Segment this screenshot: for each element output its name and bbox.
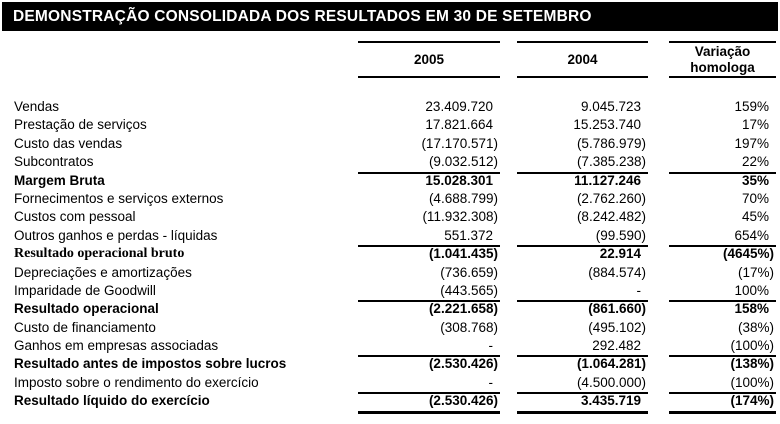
value-2004: (1.064.281)	[576, 356, 646, 372]
column-header-2005	[358, 41, 500, 78]
value-variation: 70%	[741, 190, 769, 206]
value-variation: 35%	[741, 172, 769, 188]
table-row	[0, 337, 780, 355]
column-gap	[648, 374, 669, 394]
column-gap	[500, 264, 517, 282]
column-gap	[500, 245, 517, 263]
value-2004: (861.660)	[588, 301, 646, 317]
value-2005: (2.530.426)	[428, 356, 498, 372]
table-row	[0, 319, 780, 337]
value-2004: (8.242.482)	[576, 209, 646, 225]
value-2005: 17.821.664	[425, 117, 493, 133]
value-2004: 9.045.723	[580, 99, 641, 114]
value-2005: -	[358, 374, 500, 394]
value-2005: 15.028.301	[425, 172, 493, 188]
table-body	[0, 98, 780, 411]
column-gap	[500, 374, 517, 394]
column-gap	[500, 135, 517, 153]
row-label: Subcontratos	[14, 154, 94, 170]
column-gap	[500, 153, 517, 173]
value-variation: (174%)	[669, 392, 776, 413]
value-variation: 100%	[669, 282, 776, 302]
value-2004: (495.102)	[588, 319, 646, 335]
value-variation: (38%)	[737, 319, 774, 335]
column-gap	[500, 172, 517, 190]
row-label: Vendas	[14, 99, 60, 114]
column-gap	[648, 153, 669, 173]
column-gap	[648, 392, 669, 413]
value-variation: 654%	[669, 227, 776, 247]
column-gap	[500, 98, 517, 116]
column-header-2004	[517, 41, 648, 78]
value-variation: 197%	[734, 135, 769, 151]
value-2004: 22.914	[599, 246, 641, 262]
value-2005: (2.221.658)	[428, 301, 498, 317]
value-2004: (884.574)	[588, 264, 646, 280]
row-label: Prestação de serviços	[14, 117, 147, 133]
row-label: Imparidade de Goodwill	[14, 282, 156, 298]
column-gap	[500, 282, 517, 302]
column-header-2004-label: 2004	[567, 52, 598, 67]
column-gap	[500, 337, 517, 357]
column-gap	[500, 208, 517, 226]
column-gap	[648, 337, 669, 357]
page-title: DEMONSTRAÇÃO CONSOLIDADA DOS RESULTADOS EM 30 DE SETEMBRO	[13, 8, 592, 25]
value-variation: 22%	[669, 153, 776, 173]
column-gap	[648, 300, 669, 318]
column-gap	[648, 116, 669, 134]
column-gap	[648, 227, 669, 247]
column-header-variation	[669, 41, 776, 78]
column-gap	[500, 116, 517, 134]
value-variation: (17%)	[737, 264, 774, 280]
column-gap	[648, 98, 669, 116]
value-variation: 45%	[741, 209, 769, 225]
table-row	[0, 374, 780, 392]
table-row	[0, 300, 780, 318]
row-label: Imposto sobre o rendimento do exercício	[14, 374, 259, 390]
column-gap	[500, 227, 517, 247]
row-label: Custo das vendas	[14, 135, 123, 151]
value-2005: (443.565)	[358, 282, 500, 302]
column-gap	[648, 208, 669, 226]
header-body-spacer	[0, 78, 780, 98]
table-row	[0, 172, 780, 190]
row-label: Resultado líquido do exercício	[14, 393, 210, 409]
value-2005: (9.032.512)	[358, 153, 500, 173]
table-row	[0, 392, 780, 410]
table-row	[0, 282, 780, 300]
column-gap	[500, 392, 517, 413]
row-label: Ganhos em empresas associadas	[14, 338, 219, 354]
value-2004: (7.385.238)	[517, 153, 648, 173]
value-variation: 159%	[734, 99, 769, 114]
value-2005: -	[358, 337, 500, 357]
value-2004: 292.482	[517, 337, 648, 357]
value-variation: 17%	[741, 117, 769, 133]
header-label-spacer	[0, 41, 358, 78]
value-2005: (11.932.308)	[422, 209, 498, 225]
row-label: Custos com pessoal	[14, 209, 136, 225]
column-gap	[648, 135, 669, 153]
value-2005: (736.659)	[440, 264, 498, 280]
column-gap	[648, 245, 669, 263]
value-2005: 551.372	[358, 227, 500, 247]
value-2005: (1.041.435)	[428, 246, 498, 262]
value-2005: 23.409.720	[425, 99, 493, 114]
column-header-variation-line1: Variação	[694, 44, 751, 59]
row-label: Margem Bruta	[14, 172, 105, 188]
value-variation: (100%)	[669, 374, 776, 394]
value-2005: (308.768)	[440, 319, 498, 335]
column-gap	[500, 319, 517, 337]
value-2004: 3.435.719	[517, 392, 648, 413]
value-2005: (17.170.571)	[421, 135, 498, 151]
value-2004: 11.127.246	[574, 172, 641, 188]
column-gap	[500, 41, 517, 78]
column-gap	[648, 355, 669, 373]
column-gap	[648, 264, 669, 282]
table-row	[0, 264, 780, 282]
column-gap	[500, 300, 517, 318]
row-label: Outros ganhos e perdas - líquidas	[14, 227, 218, 243]
row-label: Custo de financiamento	[14, 319, 156, 335]
table-row	[0, 116, 780, 134]
table-row	[0, 245, 780, 263]
table-row	[0, 98, 780, 116]
value-2004: (2.762.260)	[576, 190, 646, 206]
column-header-variation-line2: homologa	[690, 60, 755, 75]
column-gap	[648, 282, 669, 302]
row-label: Resultado antes de impostos sobre lucros	[14, 356, 287, 372]
value-variation: (138%)	[730, 356, 774, 372]
column-gap	[648, 41, 669, 78]
column-gap	[500, 190, 517, 208]
column-gap	[648, 172, 669, 190]
value-2004: (99.590)	[517, 227, 648, 247]
value-2004: (5.786.979)	[576, 135, 646, 151]
table-row	[0, 355, 780, 373]
title-bar	[2, 2, 778, 31]
table-row	[0, 135, 780, 153]
value-variation: (4645%)	[722, 246, 774, 262]
column-header-2005-label: 2005	[413, 52, 445, 67]
column-gap	[648, 190, 669, 208]
column-gap	[648, 319, 669, 337]
value-2005: (4.688.799)	[428, 190, 498, 206]
table-row	[0, 190, 780, 208]
value-variation: (100%)	[669, 337, 776, 357]
value-2004: (4.500.000)	[517, 374, 648, 394]
table-header	[0, 41, 780, 78]
value-2004: 15.253.740	[573, 117, 641, 133]
row-label: Resultado operacional bruto	[14, 246, 185, 262]
table-row	[0, 227, 780, 245]
value-2004: -	[517, 282, 648, 302]
value-variation: 158%	[734, 301, 769, 317]
column-gap	[500, 355, 517, 373]
row-label: Fornecimentos e serviços externos	[14, 190, 224, 206]
row-label: Depreciações e amortizações	[14, 264, 192, 280]
row-label: Resultado operacional	[14, 301, 159, 317]
table-row	[0, 208, 780, 226]
value-2005: (2.530.426)	[358, 392, 500, 413]
table-row	[0, 153, 780, 171]
